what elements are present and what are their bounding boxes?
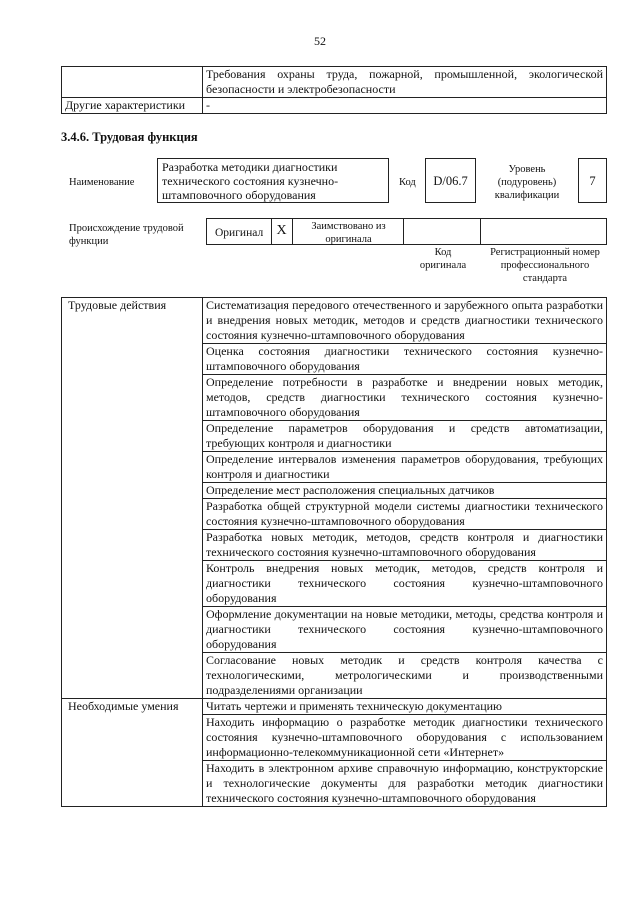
skills-label: Необходимые умения (62, 699, 203, 807)
table-cell-value: Требования охраны труда, пожарной, промышленной, экологической безопасности и электробезопасности (203, 67, 607, 98)
table-row (62, 98, 607, 114)
labor-action-item: Определение потребности в разработке и внедрении новых методик, методов, средств диагностики технического состояния кузнечно-штамповочного оборудования (203, 375, 607, 421)
labor-action-item: Систематизация передового отечественного и зарубежного опыта разработки и внедрения новых методик, методов и средств диагностики технического состояния кузнечно-штамповочного оборудования (203, 298, 607, 344)
top-continuation-table (61, 66, 607, 114)
origin-divider (292, 218, 293, 245)
table-row (62, 699, 607, 715)
labor-action-item: Определение параметров оборудования и средств автоматизации, требующих контроля и диагностики (203, 421, 607, 452)
borrowed-label: Заимствовано из оригинала (311, 221, 386, 245)
labor-action-item: Определение мест расположения специальных датчиков (203, 483, 607, 499)
code-box (425, 158, 476, 203)
table-row (62, 67, 607, 98)
registration-number-label: Регистрационный номер профессионального стандарта (490, 247, 600, 284)
level-label: Уровень (подуровень) квалификации (494, 164, 560, 201)
labor-action-item: Согласование новых методик и средств контроля качества с технологическими, метрологическими и производственными подразделениями организации (203, 653, 607, 699)
original-label: Оригинал (215, 227, 264, 239)
labor-action-item: Разработка общей структурной модели системы диагностики технического состояния кузнечно-штамповочного оборудования (203, 499, 607, 530)
table-cell-value: - (203, 98, 607, 114)
function-name-box (157, 158, 389, 203)
origin-label: Происхождение трудовой функции (69, 223, 184, 247)
code-label: Код (399, 177, 416, 188)
name-label: Наименование (69, 177, 135, 188)
code-original-label: Код оригинала (419, 247, 467, 271)
labor-action-item: Оформление документации на новые методики, методы, средства контроля и диагностики технического состояния кузнечно-штамповочного оборудования (203, 607, 607, 653)
section-title: 3.4.6. Трудовая функция (61, 130, 198, 144)
labor-function-table (61, 297, 607, 807)
labor-action-item: Разработка новых методик, методов, средств контроля и диагностики технического состояния кузнечно-штамповочного оборудования (203, 530, 607, 561)
page-number: 52 (314, 34, 326, 48)
labor-actions-label: Трудовые действия (62, 298, 203, 699)
labor-action-item: Определение интервалов изменения параметров оборудования, требующих контроля и диагностики (203, 452, 607, 483)
level-box (578, 158, 607, 203)
original-mark: X (276, 223, 287, 238)
table-row (62, 298, 607, 344)
labor-action-item: Оценка состояния диагностики технического состояния кузнечно-штамповочного оборудования (203, 344, 607, 375)
code-value: D/06.7 (433, 174, 468, 188)
skill-item: Читать чертежи и применять техническую документацию (203, 699, 607, 715)
labor-action-item: Контроль внедрения новых методик, методов, средств контроля и диагностики технического состояния кузнечно-штамповочного оборудования (203, 561, 607, 607)
skill-item: Находить в электронном архиве справочную информацию, конструкторские и технологические документы для разработки методик диагностики технического состояния кузнечно-штамповочного оборудования (203, 761, 607, 807)
level-value: 7 (589, 174, 596, 188)
table-cell-label: Другие характеристики (62, 98, 203, 114)
origin-divider (403, 218, 404, 245)
origin-box (206, 218, 607, 245)
function-name-value: Разработка методики диагностики технического состояния кузнечно-штамповочного оборудования (162, 160, 339, 202)
skill-item: Находить информацию о разработке методик диагностики технического состояния кузнечно-штамповочного оборудования с использованием информационно-телекоммуникационной сети «Интернет» (203, 715, 607, 761)
origin-divider (480, 218, 481, 245)
table-cell-label (62, 67, 203, 98)
